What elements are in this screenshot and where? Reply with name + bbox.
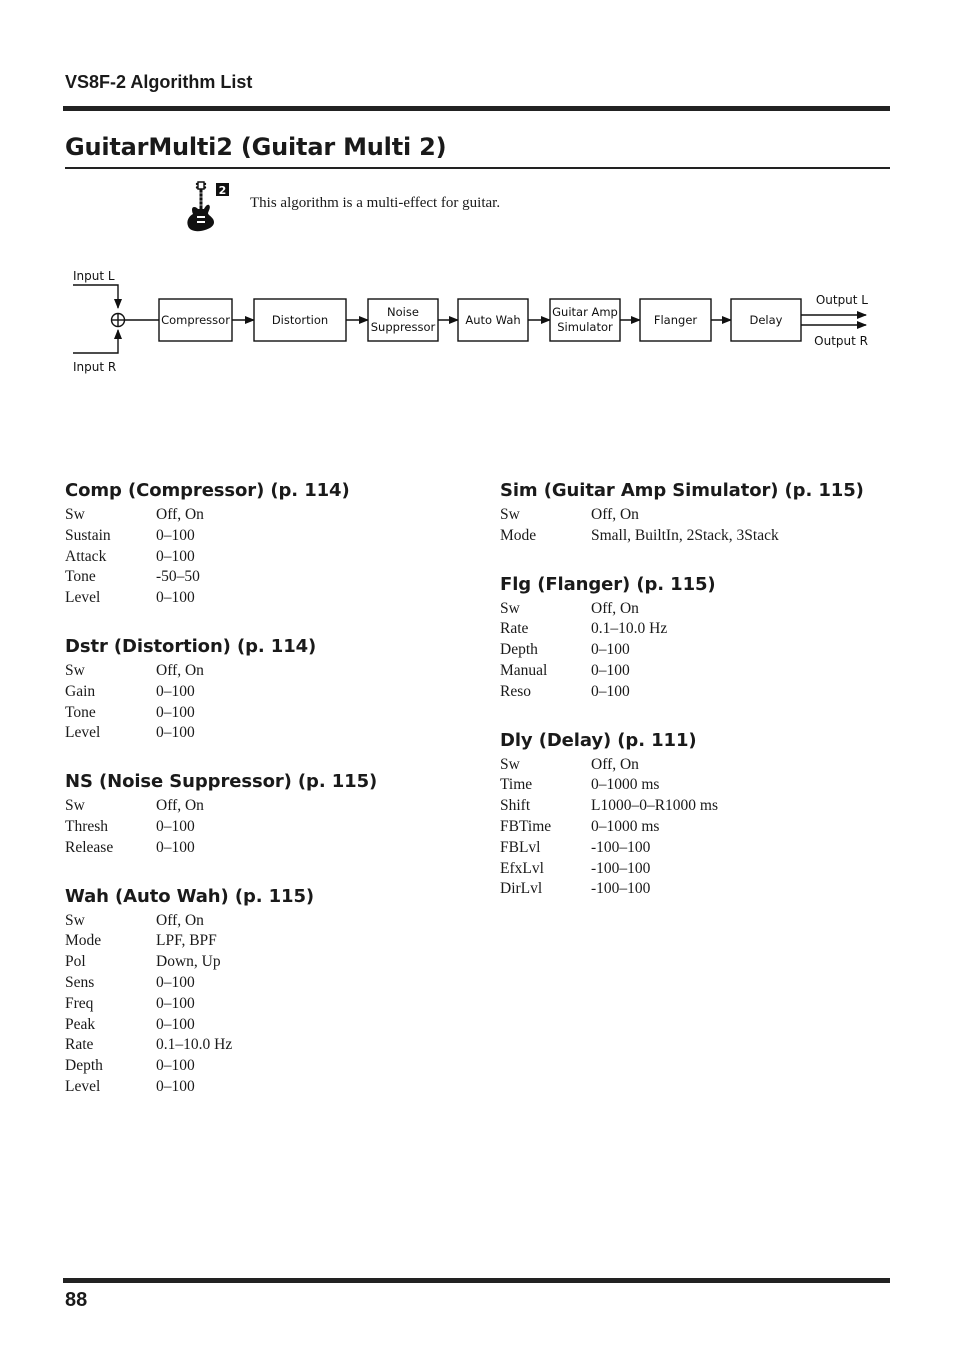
title-rule (65, 167, 890, 169)
param-name: Peak (65, 1015, 96, 1033)
diagram-block-label: Distortion (271, 313, 329, 327)
param-row (65, 796, 465, 817)
param-name: Sw (65, 911, 85, 929)
param-section (500, 480, 900, 547)
param-value: 0–100 (156, 703, 195, 721)
param-name: Thresh (65, 817, 109, 835)
param-name: FBLvl (500, 838, 541, 856)
param-value: Off, On (156, 797, 204, 815)
diagram-block-label: Delay (749, 313, 783, 327)
param-name: Sw (65, 506, 85, 523)
param-row (500, 796, 900, 817)
param-name: Attack (65, 547, 107, 565)
param-name: Sw (500, 599, 520, 617)
param-name: Sw (65, 797, 85, 815)
diagram-block-label: Compressor (161, 313, 230, 327)
param-row (65, 547, 465, 568)
param-name: Sw (65, 661, 85, 679)
param-value: 0.1–10.0 Hz (156, 1036, 233, 1054)
output-l-label: Output L (815, 293, 868, 307)
param-row (65, 838, 465, 859)
param-row (65, 703, 465, 724)
param-section (500, 730, 900, 901)
header-rule (63, 106, 890, 111)
diagram-block-label: Auto Wah (465, 313, 521, 327)
param-name: Depth (500, 641, 538, 659)
param-value: 0–100 (591, 641, 630, 659)
param-row (500, 817, 900, 838)
param-name: Tone (65, 703, 96, 721)
param-value: 0–100 (156, 973, 195, 991)
param-row (500, 755, 900, 776)
param-value: 0.1–10.0 Hz (591, 620, 668, 638)
param-name: Level (65, 589, 101, 607)
param-value: 0–100 (156, 589, 195, 607)
param-name: FBTime (500, 817, 552, 835)
param-name: DirLvl (500, 880, 543, 898)
param-name: Mode (65, 932, 102, 950)
param-value: 0–100 (156, 724, 195, 742)
param-name: Level (65, 724, 101, 742)
param-name: Depth (65, 1057, 103, 1075)
param-value: 0–1000 ms (591, 776, 660, 794)
param-row (500, 599, 900, 620)
param-value: Small, BuiltIn, 2Stack, 3Stack (591, 526, 779, 544)
icon-badge: 2 (218, 184, 227, 197)
param-value: Down, Up (156, 953, 221, 971)
param-value: Off, On (591, 755, 639, 773)
param-name: Rate (500, 620, 529, 638)
param-value: Off, On (156, 911, 204, 929)
param-value: 0–100 (591, 661, 630, 679)
section-title: Dly (Delay) (p. 111) (500, 729, 697, 751)
param-name: Release (65, 838, 114, 856)
param-value: Off, On (156, 506, 204, 523)
param-row (65, 973, 465, 994)
param-row (65, 1056, 465, 1077)
page-number: 88 (65, 1289, 88, 1311)
param-section (65, 771, 465, 858)
param-row (500, 661, 900, 682)
section-title: Comp (Compressor) (p. 114) (65, 480, 350, 501)
param-row (65, 931, 465, 952)
param-section (500, 574, 900, 703)
param-value: -100–100 (591, 838, 651, 856)
param-row (65, 1035, 465, 1056)
param-row (65, 526, 465, 547)
param-value: -100–100 (591, 880, 651, 898)
param-row (65, 588, 465, 609)
param-row (65, 1077, 465, 1098)
param-name: Pol (65, 953, 86, 971)
param-value: 0–100 (156, 526, 195, 544)
right-column (500, 480, 900, 927)
param-row (65, 1015, 465, 1036)
footer-rule (63, 1278, 890, 1283)
param-value: 0–100 (156, 1015, 195, 1033)
diagram-block-label: Noise (387, 305, 419, 319)
param-row (65, 505, 465, 526)
param-name: Freq (65, 994, 94, 1012)
diagram-block (458, 299, 528, 341)
param-value: LPF, BPF (156, 932, 217, 950)
param-row (500, 505, 900, 526)
param-name: Manual (500, 661, 548, 679)
diagram-block-label: Flanger (653, 313, 698, 327)
param-value: 0–100 (156, 994, 195, 1012)
param-value: -100–100 (591, 859, 651, 877)
param-section (65, 886, 465, 1098)
param-name: Reso (500, 682, 531, 700)
param-value: 0–1000 ms (591, 817, 660, 835)
param-value: 0–100 (156, 1057, 195, 1075)
param-row (65, 723, 465, 744)
param-row (500, 838, 900, 859)
param-value: Off, On (591, 506, 639, 523)
input-l-label: Input L (73, 269, 115, 283)
diagram-block (731, 299, 801, 341)
param-name: Sustain (65, 526, 111, 544)
signal-flow-diagram (60, 262, 880, 382)
param-row (500, 859, 900, 880)
param-name: Sens (65, 973, 95, 991)
diagram-block (550, 299, 620, 341)
param-row (65, 817, 465, 838)
param-row (500, 526, 900, 547)
section-title: Sim (Guitar Amp Simulator) (p. 115) (500, 480, 864, 501)
intro-text: This algorithm is a multi-effect for guitar. (250, 195, 501, 211)
param-row (65, 952, 465, 973)
param-name: Level (65, 1077, 101, 1095)
input-r-label: Input R (73, 360, 117, 374)
guitar-icon (185, 181, 231, 233)
diagram-block-label: Guitar Amp (552, 305, 618, 319)
param-row (500, 879, 900, 900)
param-section (65, 480, 465, 609)
left-column (65, 480, 465, 1125)
diagram-block-label: Suppressor (370, 320, 436, 334)
param-value: L1000–0–R1000 ms (591, 797, 719, 815)
param-name: Time (500, 776, 533, 794)
param-row (65, 661, 465, 682)
param-name: Rate (65, 1036, 94, 1054)
section-title: Flg (Flanger) (p. 115) (500, 573, 716, 595)
diagram-block (254, 299, 346, 341)
diagram-block (640, 299, 711, 341)
param-section (65, 636, 465, 744)
param-row (65, 911, 465, 932)
running-header: VS8F-2 Algorithm List (65, 72, 253, 92)
diagram-block (368, 299, 438, 341)
section-title: NS (Noise Suppressor) (p. 115) (65, 771, 378, 793)
param-row (500, 682, 900, 703)
param-value: Off, On (591, 599, 639, 617)
param-name: Shift (500, 797, 531, 815)
output-r-label: Output R (814, 334, 868, 348)
param-row (500, 619, 900, 640)
param-value: 0–100 (156, 1077, 195, 1095)
diagram-block (159, 299, 232, 341)
param-value: Off, On (156, 661, 204, 679)
page-title: GuitarMulti2 (Guitar Multi 2) (65, 133, 447, 161)
param-value: -50–50 (156, 568, 200, 586)
param-name: Sw (500, 755, 520, 773)
param-value: 0–100 (156, 682, 195, 700)
diagram-block-label: Simulator (557, 320, 613, 334)
param-name: Gain (65, 682, 96, 700)
param-name: EfxLvl (500, 859, 544, 877)
param-row (65, 682, 465, 703)
param-name: Tone (65, 568, 96, 586)
section-title: Wah (Auto Wah) (p. 115) (65, 885, 315, 907)
param-value: 0–100 (156, 838, 195, 856)
param-value: 0–100 (591, 682, 630, 700)
param-row (500, 640, 900, 661)
section-title: Dstr (Distortion) (p. 114) (65, 635, 317, 657)
param-row (500, 775, 900, 796)
param-value: 0–100 (156, 547, 195, 565)
param-value: 0–100 (156, 817, 195, 835)
param-name: Sw (500, 506, 520, 523)
param-name: Mode (500, 526, 537, 544)
param-row (65, 994, 465, 1015)
param-row (65, 567, 465, 588)
